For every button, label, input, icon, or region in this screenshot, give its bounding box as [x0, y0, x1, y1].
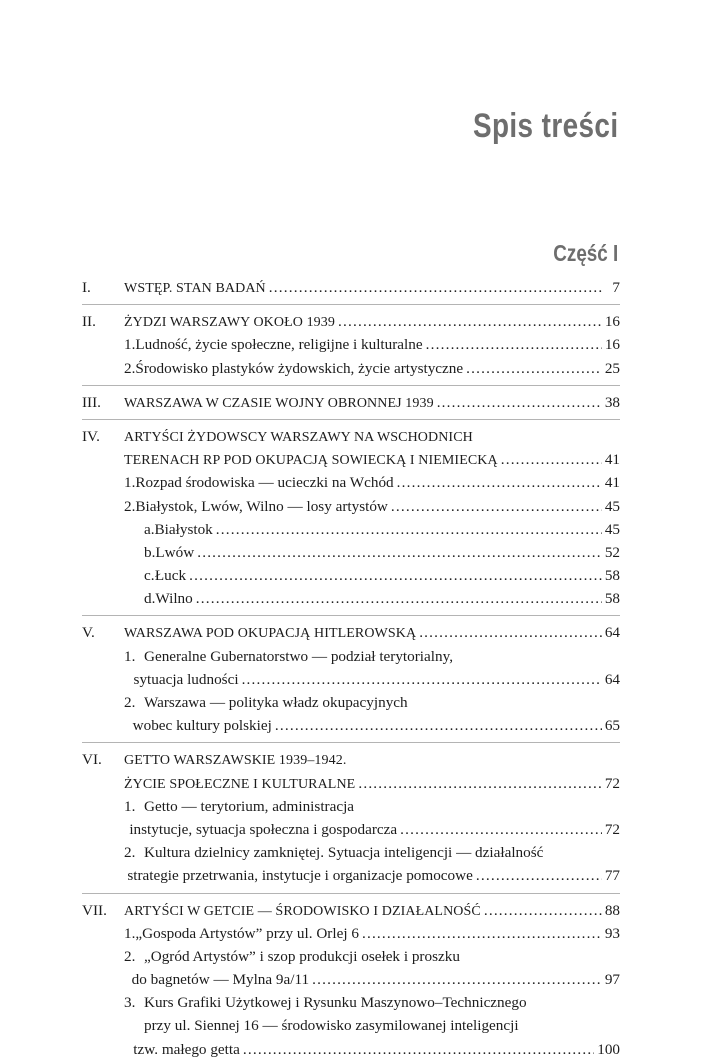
toc-page-number: 72: [604, 820, 620, 838]
dot-leader: [397, 471, 602, 494]
toc-line: [82, 945, 620, 968]
toc-number: III.: [82, 393, 101, 411]
dot-leader: [196, 587, 602, 610]
toc-entry-text: Białystok: [154, 520, 213, 538]
toc-page-number: 97: [604, 971, 620, 989]
toc-entry-text: Ludność, życie społeczne, religijne i kulturalne: [135, 336, 423, 354]
dot-leader: [437, 391, 602, 414]
dot-leader: [391, 495, 602, 518]
toc-line: [82, 564, 620, 587]
toc-page-number: 52: [604, 543, 620, 561]
toc-number: 2.: [124, 497, 136, 515]
toc-page-number: 64: [604, 670, 620, 688]
toc-line: [82, 357, 620, 380]
section-divider: [82, 615, 620, 616]
toc-number: 1.: [124, 336, 136, 354]
toc-page-number: 25: [604, 359, 620, 377]
toc-page-number: 45: [604, 497, 620, 515]
toc-line: [82, 541, 620, 564]
dot-leader: [466, 357, 602, 380]
toc-line: [82, 310, 620, 333]
toc-line: [82, 968, 620, 991]
toc-page-number: 58: [604, 567, 620, 585]
dot-leader: [189, 564, 602, 587]
toc-number: IV.: [82, 427, 100, 445]
toc-page-number: 65: [604, 717, 620, 735]
toc-entry-text: Warszawa — polityka władz okupacyjnych: [144, 694, 408, 711]
toc-number: c.: [144, 567, 155, 585]
dot-leader: [362, 922, 602, 945]
dot-leader: [197, 541, 602, 564]
toc-line: [82, 899, 620, 922]
toc-page-number: 45: [604, 520, 620, 538]
toc-line: [82, 795, 620, 818]
toc-line: [82, 645, 620, 668]
toc-entry-text: instytucje, sytuacja społeczna i gospodarcza: [129, 820, 398, 838]
toc-entry-text: Kurs Grafiki Użytkowej i Rysunku Maszynowo–Technicznego: [144, 994, 527, 1012]
toc-page-number: 38: [604, 393, 620, 411]
toc-entry-text: przy ul. Siennej 16 — środowisko zasymilowanej inteligencji: [144, 1017, 519, 1035]
toc-number: 1.: [124, 474, 136, 492]
toc-page-number: 41: [604, 451, 620, 469]
toc-line: [82, 991, 620, 1014]
dot-leader: [243, 1038, 594, 1061]
dot-leader: [501, 448, 602, 471]
toc-entry-text: Lwów: [155, 543, 195, 561]
toc-page-number: 41: [604, 474, 620, 492]
part-heading: Część I: [553, 240, 618, 266]
dot-leader: [338, 310, 602, 333]
toc-line: [82, 333, 620, 356]
toc-line: [82, 495, 620, 518]
toc-entry-text: ARTYŚCI W GETCIE — ŚRODOWISKO I DZIAŁALNOŚĆ: [124, 903, 481, 919]
toc-line: [82, 691, 620, 714]
section-divider: [82, 893, 620, 894]
toc-line: [82, 748, 620, 771]
toc-entry-text: Getto — terytorium, administracja: [144, 797, 355, 815]
toc-line: [82, 391, 620, 414]
toc-page-number: 64: [604, 624, 620, 642]
dot-leader: [476, 864, 602, 887]
toc-number: 1.: [124, 797, 136, 815]
toc-number: I.: [82, 279, 91, 296]
toc-line: [82, 922, 620, 945]
toc-entry-text: TERENACH RP POD OKUPACJĄ SOWIECKĄ I NIEMIECKĄ: [124, 453, 498, 469]
toc-line: [82, 714, 620, 737]
toc-number: 2.: [124, 694, 136, 711]
dot-leader: [419, 621, 602, 644]
dot-leader: [216, 518, 602, 541]
toc-line: [82, 621, 620, 644]
toc-entry-text: „Ogród Artystów” i szop produkcji osełek i proszku: [144, 947, 460, 965]
toc-page-number: 100: [597, 1040, 620, 1058]
toc-number: 1.: [124, 924, 136, 942]
dot-leader: [400, 818, 602, 841]
toc-page-number: 77: [604, 867, 620, 885]
section-divider: [82, 419, 620, 420]
toc-entry-text: wobec kultury polskiej: [132, 717, 272, 735]
toc-entry-text: ŻYDZI WARSZAWY OKOŁO 1939: [124, 315, 335, 331]
toc-number: V.: [82, 624, 95, 642]
toc-page-number: 16: [604, 336, 620, 354]
toc-page-number: 7: [612, 279, 620, 296]
toc-entry-text: Rozpad środowiska — ucieczki na Wchód: [135, 474, 394, 492]
section-divider: [82, 385, 620, 386]
dot-leader: [312, 968, 602, 991]
toc-page-number: 72: [604, 774, 620, 792]
toc-number: 1.: [124, 647, 136, 665]
section-divider: [82, 742, 620, 743]
toc-entry-text: Wilno: [155, 590, 193, 608]
toc-number: VI.: [82, 751, 102, 769]
dot-leader: [242, 668, 602, 691]
section-divider: [82, 304, 620, 305]
toc-entry-text: sytuacja ludności: [133, 670, 239, 688]
toc-entry-text: WARSZAWA POD OKUPACJĄ HITLEROWSKĄ: [124, 626, 417, 642]
toc-line: [82, 276, 620, 299]
toc-number: b.: [144, 543, 156, 561]
toc-entry-text: strategie przetrwania, instytucje i organizacje pomocowe: [127, 867, 473, 885]
toc-entry-text: Generalne Gubernatorstwo — podział terytorialny,: [144, 647, 453, 665]
toc-number: II.: [82, 313, 96, 331]
toc-line: [82, 668, 620, 691]
toc-number: 2.: [124, 947, 136, 965]
toc-entry-text: do bagnetów — Mylna 9a/11: [131, 971, 310, 989]
toc-entry-text: Łuck: [154, 567, 187, 585]
toc-line: [82, 772, 620, 795]
toc-number: a.: [144, 520, 155, 538]
toc-entry-text: GETTO WARSZAWSKIE 1939–1942.: [124, 753, 347, 769]
toc-page-number: 58: [604, 590, 620, 608]
toc-entry-text: Kultura dzielnicy zamkniętej. Sytuacja inteligencji — działalność: [144, 844, 544, 862]
toc-page-number: 88: [604, 901, 620, 919]
dot-leader: [358, 772, 601, 795]
toc-entry-text: ŻYCIE SPOŁECZNE I KULTURALNE: [124, 776, 356, 792]
toc-number: d.: [144, 590, 156, 608]
toc-line: [82, 471, 620, 494]
dot-leader: [484, 899, 602, 922]
toc-line: [82, 448, 620, 471]
toc-number: VII.: [82, 901, 107, 919]
toc-line: [82, 818, 620, 841]
toc-number: 2.: [124, 844, 136, 862]
toc-page-number: 93: [604, 924, 620, 942]
toc-line: [82, 425, 620, 448]
dot-leader: [426, 333, 602, 356]
toc-line: [82, 1014, 620, 1037]
toc-number: 2.: [124, 359, 136, 377]
toc-page-number: 16: [604, 313, 620, 331]
toc-line: [82, 518, 620, 541]
page-title: Spis treści: [472, 107, 618, 145]
toc-entry-text: WARSZAWA W CZASIE WOJNY OBRONNEJ 1939: [124, 395, 434, 411]
dot-leader: [275, 714, 602, 737]
toc-entry-text: „Gospoda Artystów” przy ul. Orlej 6: [135, 924, 359, 942]
toc-entry-text: WSTĘP. STAN BADAŃ: [124, 281, 266, 296]
toc-line: [82, 587, 620, 610]
table-of-contents: [82, 276, 620, 1061]
toc-entry-text: Białystok, Lwów, Wilno — losy artystów: [135, 497, 388, 515]
toc-entry-text: ARTYŚCI ŻYDOWSCY WARSZAWY NA WSCHODNICH: [124, 429, 473, 445]
toc-entry-text: tzw. małego getta: [133, 1040, 240, 1058]
toc-entry-text: Środowisko plastyków żydowskich, życie artystyczne: [135, 359, 464, 377]
toc-line: [82, 864, 620, 887]
toc-line: [82, 841, 620, 864]
toc-line: [82, 1038, 620, 1061]
dot-leader: [269, 276, 603, 299]
toc-number: 3.: [124, 994, 136, 1012]
